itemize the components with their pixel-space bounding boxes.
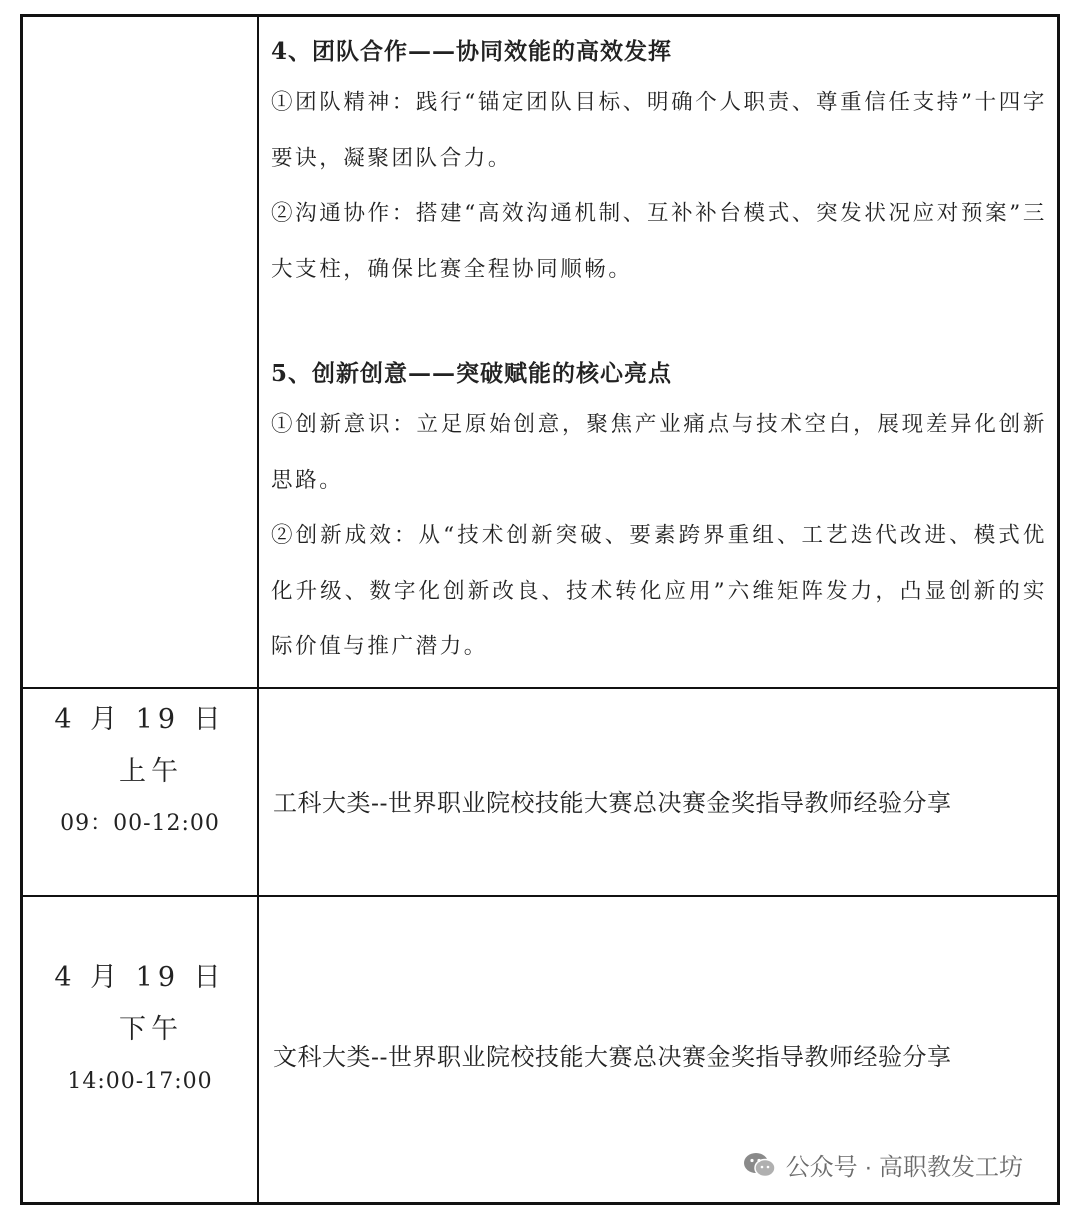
section-4-paragraph-1: ①团队精神：践行“锚定团队目标、明确个人职责、尊重信任支持”十四字要诀，凝聚团队合力。 (271, 90, 1047, 171)
morning-session-cell (259, 687, 1057, 895)
watermark-text: 公众号 · 高职教发工坊 (785, 1154, 1023, 1181)
time-range: 14:00-17:00 (67, 1069, 213, 1094)
date-label: 4 月 19 日 (54, 962, 226, 993)
date-label: 4 月 19 日 (54, 704, 226, 735)
period-label: 上午 (119, 756, 183, 787)
section-5-heading: 5、创新创意——突破赋能的核心亮点 (271, 360, 673, 387)
session-title: 工科大类--世界职业院校技能大赛总决赛金奖指导教师经验分享 (273, 790, 952, 817)
afternoon-date-cell (23, 895, 259, 1202)
section-4-paragraph-2: ②沟通协作：搭建“高效沟通机制、互补补台模式、突发状况应对预案”三大支柱，确保比赛全程协同顺畅。 (271, 201, 1047, 282)
empty-date-cell (23, 17, 259, 687)
afternoon-session-cell (259, 895, 1057, 1202)
section-5-paragraph-2: ②创新成效：从“技术创新突破、要素跨界重组、工艺迭代改进、模式优化升级、数字化创新改良、技术转化应用”六维矩阵发力，凸显创新的实际价值与推广潜力。 (271, 523, 1047, 659)
watermark (742, 1147, 1023, 1182)
time-range: 09：00-12:00 (60, 811, 220, 836)
morning-date-cell (23, 687, 259, 895)
section-5-paragraph-1: ①创新意识：立足原始创意，聚焦产业痛点与技术空白，展现差异化创新思路。 (271, 412, 1047, 493)
criteria-cell (259, 17, 1057, 687)
session-title: 文科大类--世界职业院校技能大赛总决赛金奖指导教师经验分享 (273, 1044, 952, 1071)
schedule-table (20, 14, 1060, 1205)
wechat-icon (742, 1151, 778, 1179)
spacer (271, 297, 1047, 353)
section-4-heading: 4、团队合作——协同效能的高效发挥 (271, 38, 673, 65)
period-label: 下午 (119, 1014, 183, 1045)
